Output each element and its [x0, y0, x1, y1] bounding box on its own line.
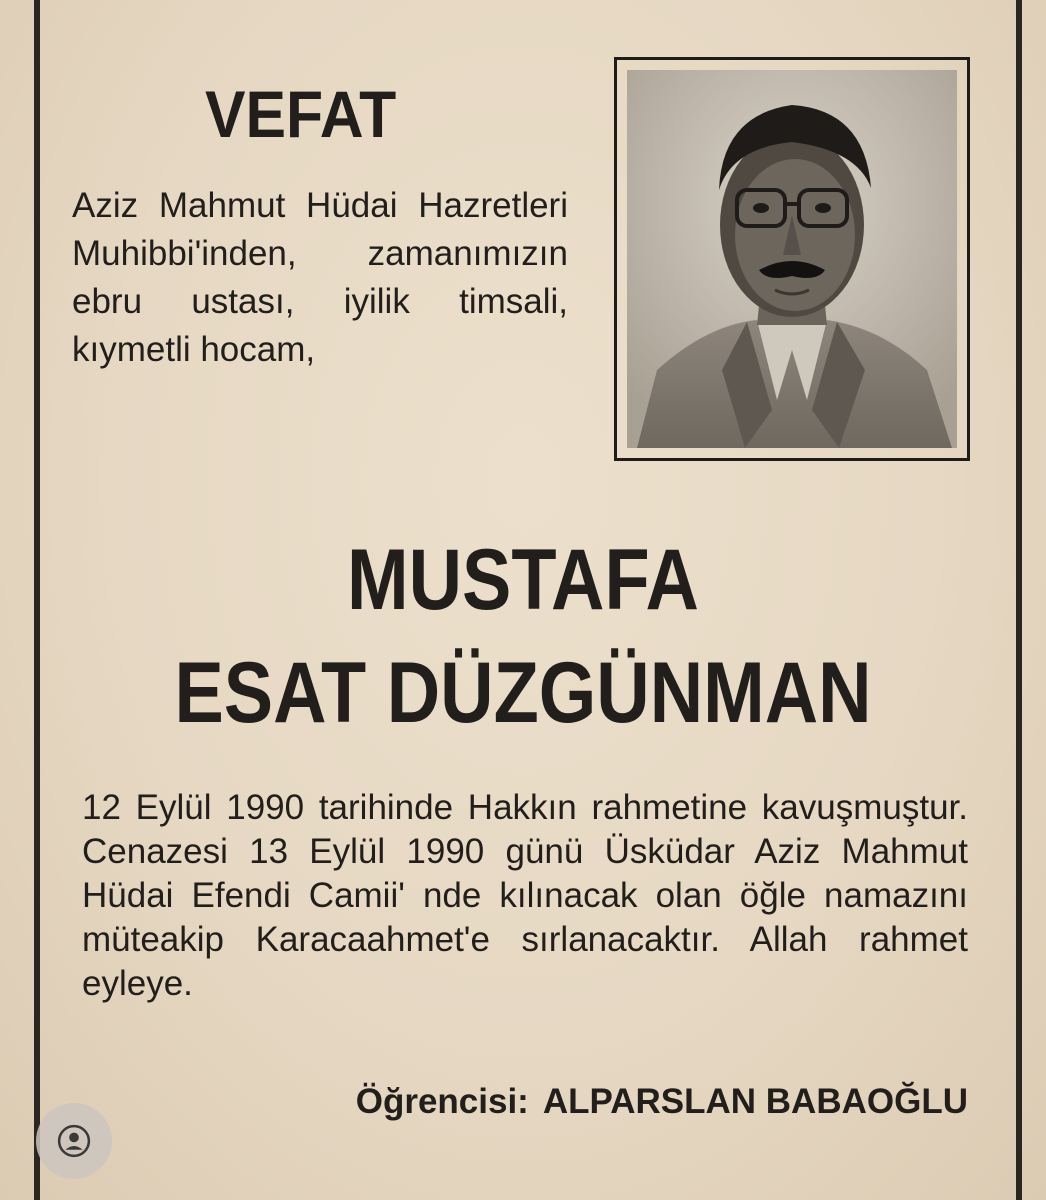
- portrait-frame: [614, 57, 970, 461]
- deceased-name-line2: ESAT DÜZGÜNMAN: [174, 645, 872, 741]
- profile-button[interactable]: [36, 1103, 112, 1179]
- portrait-illustration: [627, 70, 957, 448]
- user-profile-icon: [57, 1124, 91, 1158]
- intro-paragraph: Aziz Mahmut Hüdai Hazretleri Muhibbi'inden, zamanımızın ebru ustası, iyilik timsali, kıymetli hocam,: [72, 186, 568, 369]
- notice-body: [82, 786, 968, 1006]
- deceased-name-line1: MUSTAFA: [347, 532, 699, 628]
- body-paragraph: 12 Eylül 1990 tarihinde Hakkın rahmetine kavuşmuştur. Cenazesi 13 Eylül 1990 günü Üsküdar Aziz Mahmut Hüdai Efendi Camii' nde kılınacak olan öğle namazını müteakip Karacaahmet'e sırlanacaktır. Allah rahmet eyleye.: [82, 788, 968, 1003]
- signature-label: Öğrencisi:: [355, 1082, 529, 1121]
- signature: [200, 1078, 968, 1126]
- intro-text: [72, 182, 568, 374]
- notice-heading: VEFAT: [205, 77, 397, 151]
- portrait-photo: [627, 70, 957, 448]
- signature-name: ALPARSLAN BABAOĞLU: [542, 1082, 968, 1121]
